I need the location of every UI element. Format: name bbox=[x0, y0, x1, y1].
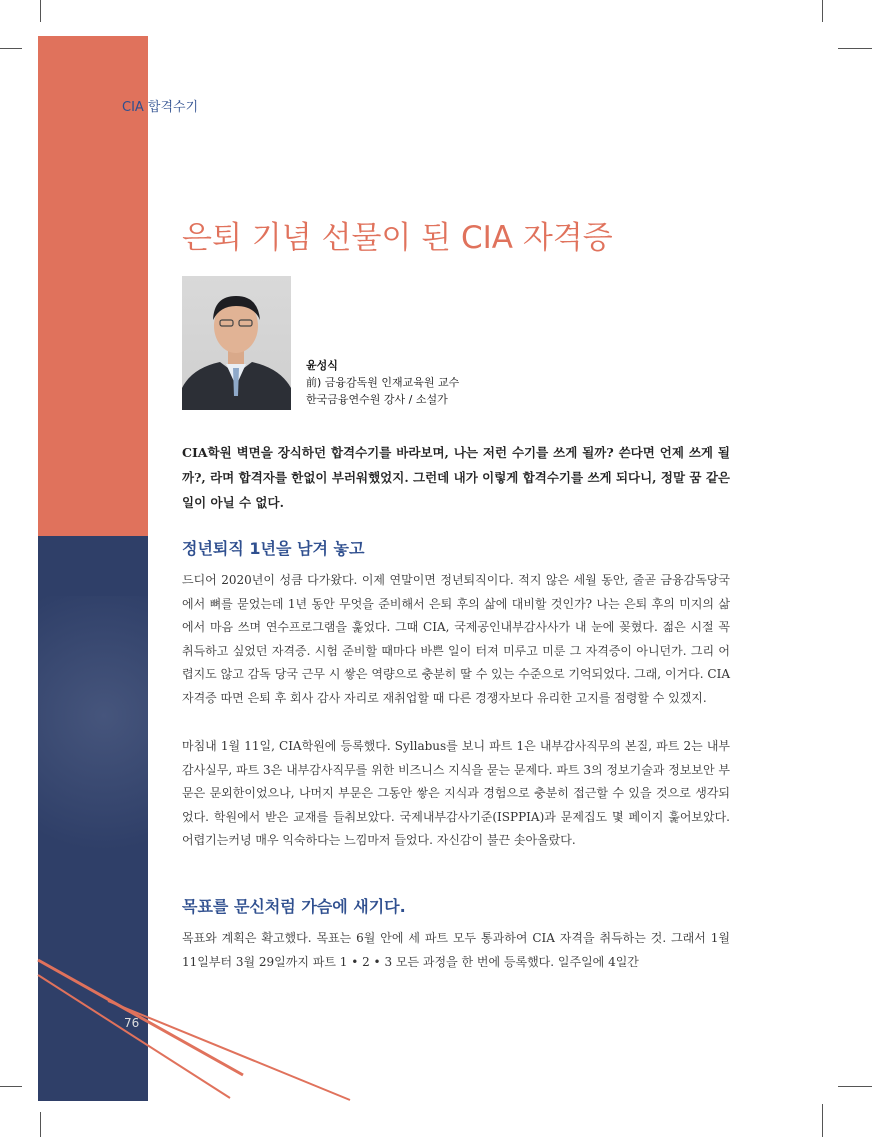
author-name: 윤성식 bbox=[306, 359, 338, 372]
section-heading: 목표를 문신처럼 가슴에 새기다. bbox=[182, 897, 406, 916]
body-paragraph: 드디어 2020년이 성큼 다가왔다. 이제 연말이면 정년퇴직이다. 적지 않은 세월 동안, 줄곧 금융감독당국에서 뼈를 묻었는데 1년 동안 무엇을 준비해서 은퇴 후의 삶에 대비할 것인가? 나는 은퇴 후의 미지의 삶에서 마음 쓰며 연수프로그램을 훑었다. 그때 CIA, 국제공인내부감사사가 내 눈에 꽂혔다. 젊은 시절 꼭 취득하고 싶었던 자격증. 시험 준비할 때마다 바쁜 일이 터져 미루고 미룬 그 자격증이 아니던가. 그리 어렵지도 않고 감독 당국 근무 시 쌓은 역량으로 충분히 딸 수 있는 수준으로 기억되었다. 그래, 이거다. CIA 자격증 따면 은퇴 후 회사 감사 자리로 재취업할 때 다른 경쟁자보다 유리한 고지를 점령할 수 있겠지. bbox=[182, 573, 730, 705]
author-role: 한국금융연수원 강사 / 소설가 bbox=[306, 393, 448, 406]
section-label: CIA 합격수기 bbox=[122, 100, 199, 115]
page-title: 은퇴 기념 선물이 된 CIA 자격증 bbox=[182, 220, 613, 256]
intro-paragraph: CIA학원 벽면을 장식하던 합격수기를 바라보며, 나는 저런 수기를 쓰게 될까? 쓴다면 언제 쓰게 될까?, 라며 합격자를 한없이 부러워했었지. 그런데 내가 이렇게 합격수기를 쓰게 되다니, 정말 꿈 같은 일이 아닐 수 없다. bbox=[182, 445, 730, 510]
body-paragraph: 마침내 1월 11일, CIA학원에 등록했다. Syllabus를 보니 파트 1은 내부감사직무의 본질, 파트 2는 내부감사실무, 파트 3은 내부감사직무를 위한 비즈니스 지식을 묻는 문제다. 파트 3의 정보기술과 정보보안 부문은 문외한이었으나, 나머지 부문은 그동안 쌓은 지식과 경험으로 충분히 접근할 수 있을 것으로 생각되었다. 학원에서 받은 교재를 들춰보았다. 국제내부감사기준(ISPPIA)과 문제집도 몇 페이지 훑어보았다. 어렵기는커녕 매우 익숙하다는 느낌마저 들었다. 자신감이 불끈 솟아올랐다. bbox=[182, 739, 730, 847]
author-info bbox=[306, 357, 459, 408]
section-heading: 정년퇴직 1년을 남겨 놓고 bbox=[182, 539, 365, 558]
author-portrait bbox=[182, 276, 291, 410]
body-paragraph: 목표와 계획은 확고했다. 목표는 6월 안에 세 파트 모두 통과하여 CIA 자격을 취득하는 것. 그래서 1월 11일부터 3월 29일까지 파트 1 • 2 • 3 모든 과정을 한 번에 등록했다. 일주일에 4일간 bbox=[182, 931, 730, 969]
author-role: 前) 금융감독원 인재교육원 교수 bbox=[306, 376, 460, 389]
page-number: 76 bbox=[124, 1016, 140, 1030]
